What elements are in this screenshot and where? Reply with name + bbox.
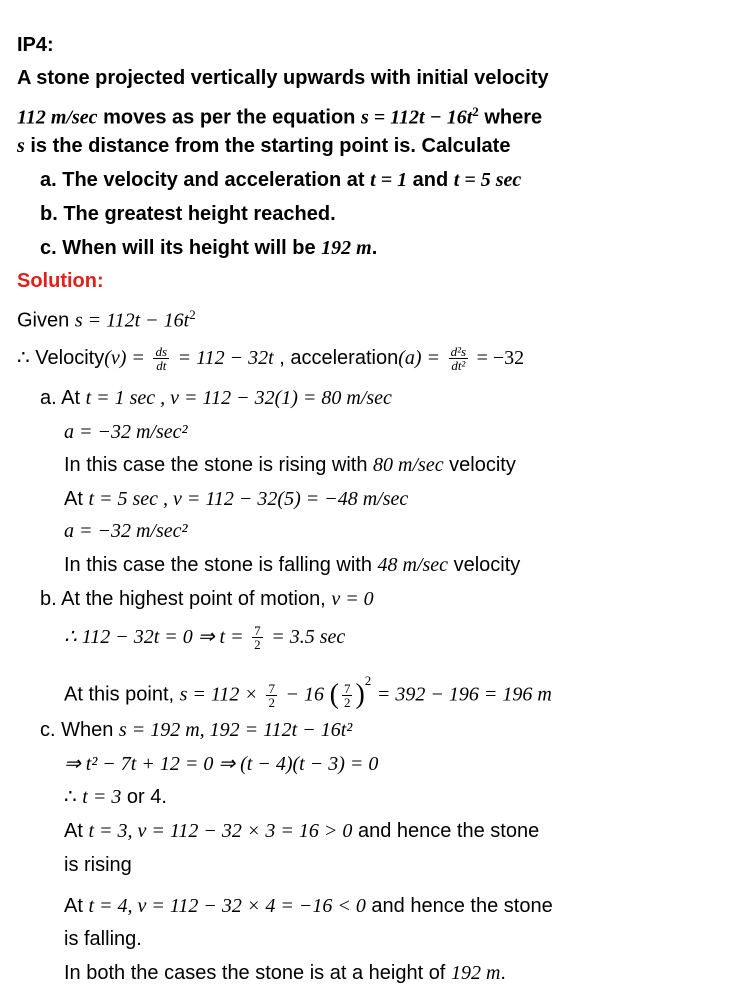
part-a-line-4: At t = 5 sec , v = 112 − 32(5) = −48 m/sec xyxy=(64,488,409,510)
question-part-b: b. The greatest height reached. xyxy=(40,203,336,225)
part-b-line-3: At this point, s = 112 × $\frac{7}{2}$ − 16 ( $\frac{7}{2}$ )$^2$ = 392 − 196 = 196 m xyxy=(64,673,552,711)
part-c-line-7: is falling. xyxy=(64,928,142,950)
velocity-acceleration-line: ∴ Velocity(v) = $\frac{ds}{dt}$ = 112 − 32t , acceleration(a) = $\frac{\text{d²s}}{\text{dt²}}$ = −32 xyxy=(17,344,525,373)
given-equation: Given $s = 112t - 16t^2$ xyxy=(17,307,196,332)
part-b-line-2: ∴ 112 − 32t = 0 ⇒ t = $\frac{7}{2}$ = 3.5 sec xyxy=(64,623,346,652)
question-part-a: a. The velocity and acceleration at t = 1 and t = 5 sec xyxy=(40,169,522,191)
part-b-line-1: b. At the highest point of motion, v = 0 xyxy=(40,588,374,610)
part-a-line-2: a = −32 m/sec² xyxy=(64,421,188,443)
part-c-line-8: In both the cases the stone is at a height of 192 m. xyxy=(64,962,506,984)
question-line-3: s is the distance from the starting point is. Calculate xyxy=(17,135,511,157)
part-a-line-1: a. At t = 1 sec , v = 112 − 32(1) = 80 m/sec xyxy=(40,387,392,409)
problem-label: IP4: xyxy=(17,34,54,56)
part-a-line-5: a = −32 m/sec² xyxy=(64,520,188,542)
part-c-line-1: c. When s = 192 m, 192 = 112t − 16t² xyxy=(40,719,353,741)
question-part-c: c. When will its height will be 192 m. xyxy=(40,237,378,259)
part-a-line-6: In this case the stone is falling with 48 m/sec velocity xyxy=(64,554,521,576)
part-c-line-3: ∴ t = 3 or 4. xyxy=(64,786,167,808)
part-a-line-3: In this case the stone is rising with 80 m/sec velocity xyxy=(64,454,516,476)
question-line-1: A stone projected vertically upwards with initial velocity xyxy=(17,67,549,89)
part-c-line-6: At t = 4, v = 112 − 32 × 4 = −16 < 0 and hence the stone xyxy=(64,895,553,917)
part-c-line-5: is rising xyxy=(64,854,132,876)
part-c-line-2: ⇒ t² − 7t + 12 = 0 ⇒ (t − 4)(t − 3) = 0 xyxy=(64,753,379,775)
solution-title: Solution: xyxy=(17,270,104,292)
part-c-line-4: At t = 3, v = 112 − 32 × 3 = 16 > 0 and hence the stone xyxy=(64,820,540,842)
question-line-2: 112 m/sec moves as per the equation $s = 112t - 16t^2$ where xyxy=(17,104,543,129)
